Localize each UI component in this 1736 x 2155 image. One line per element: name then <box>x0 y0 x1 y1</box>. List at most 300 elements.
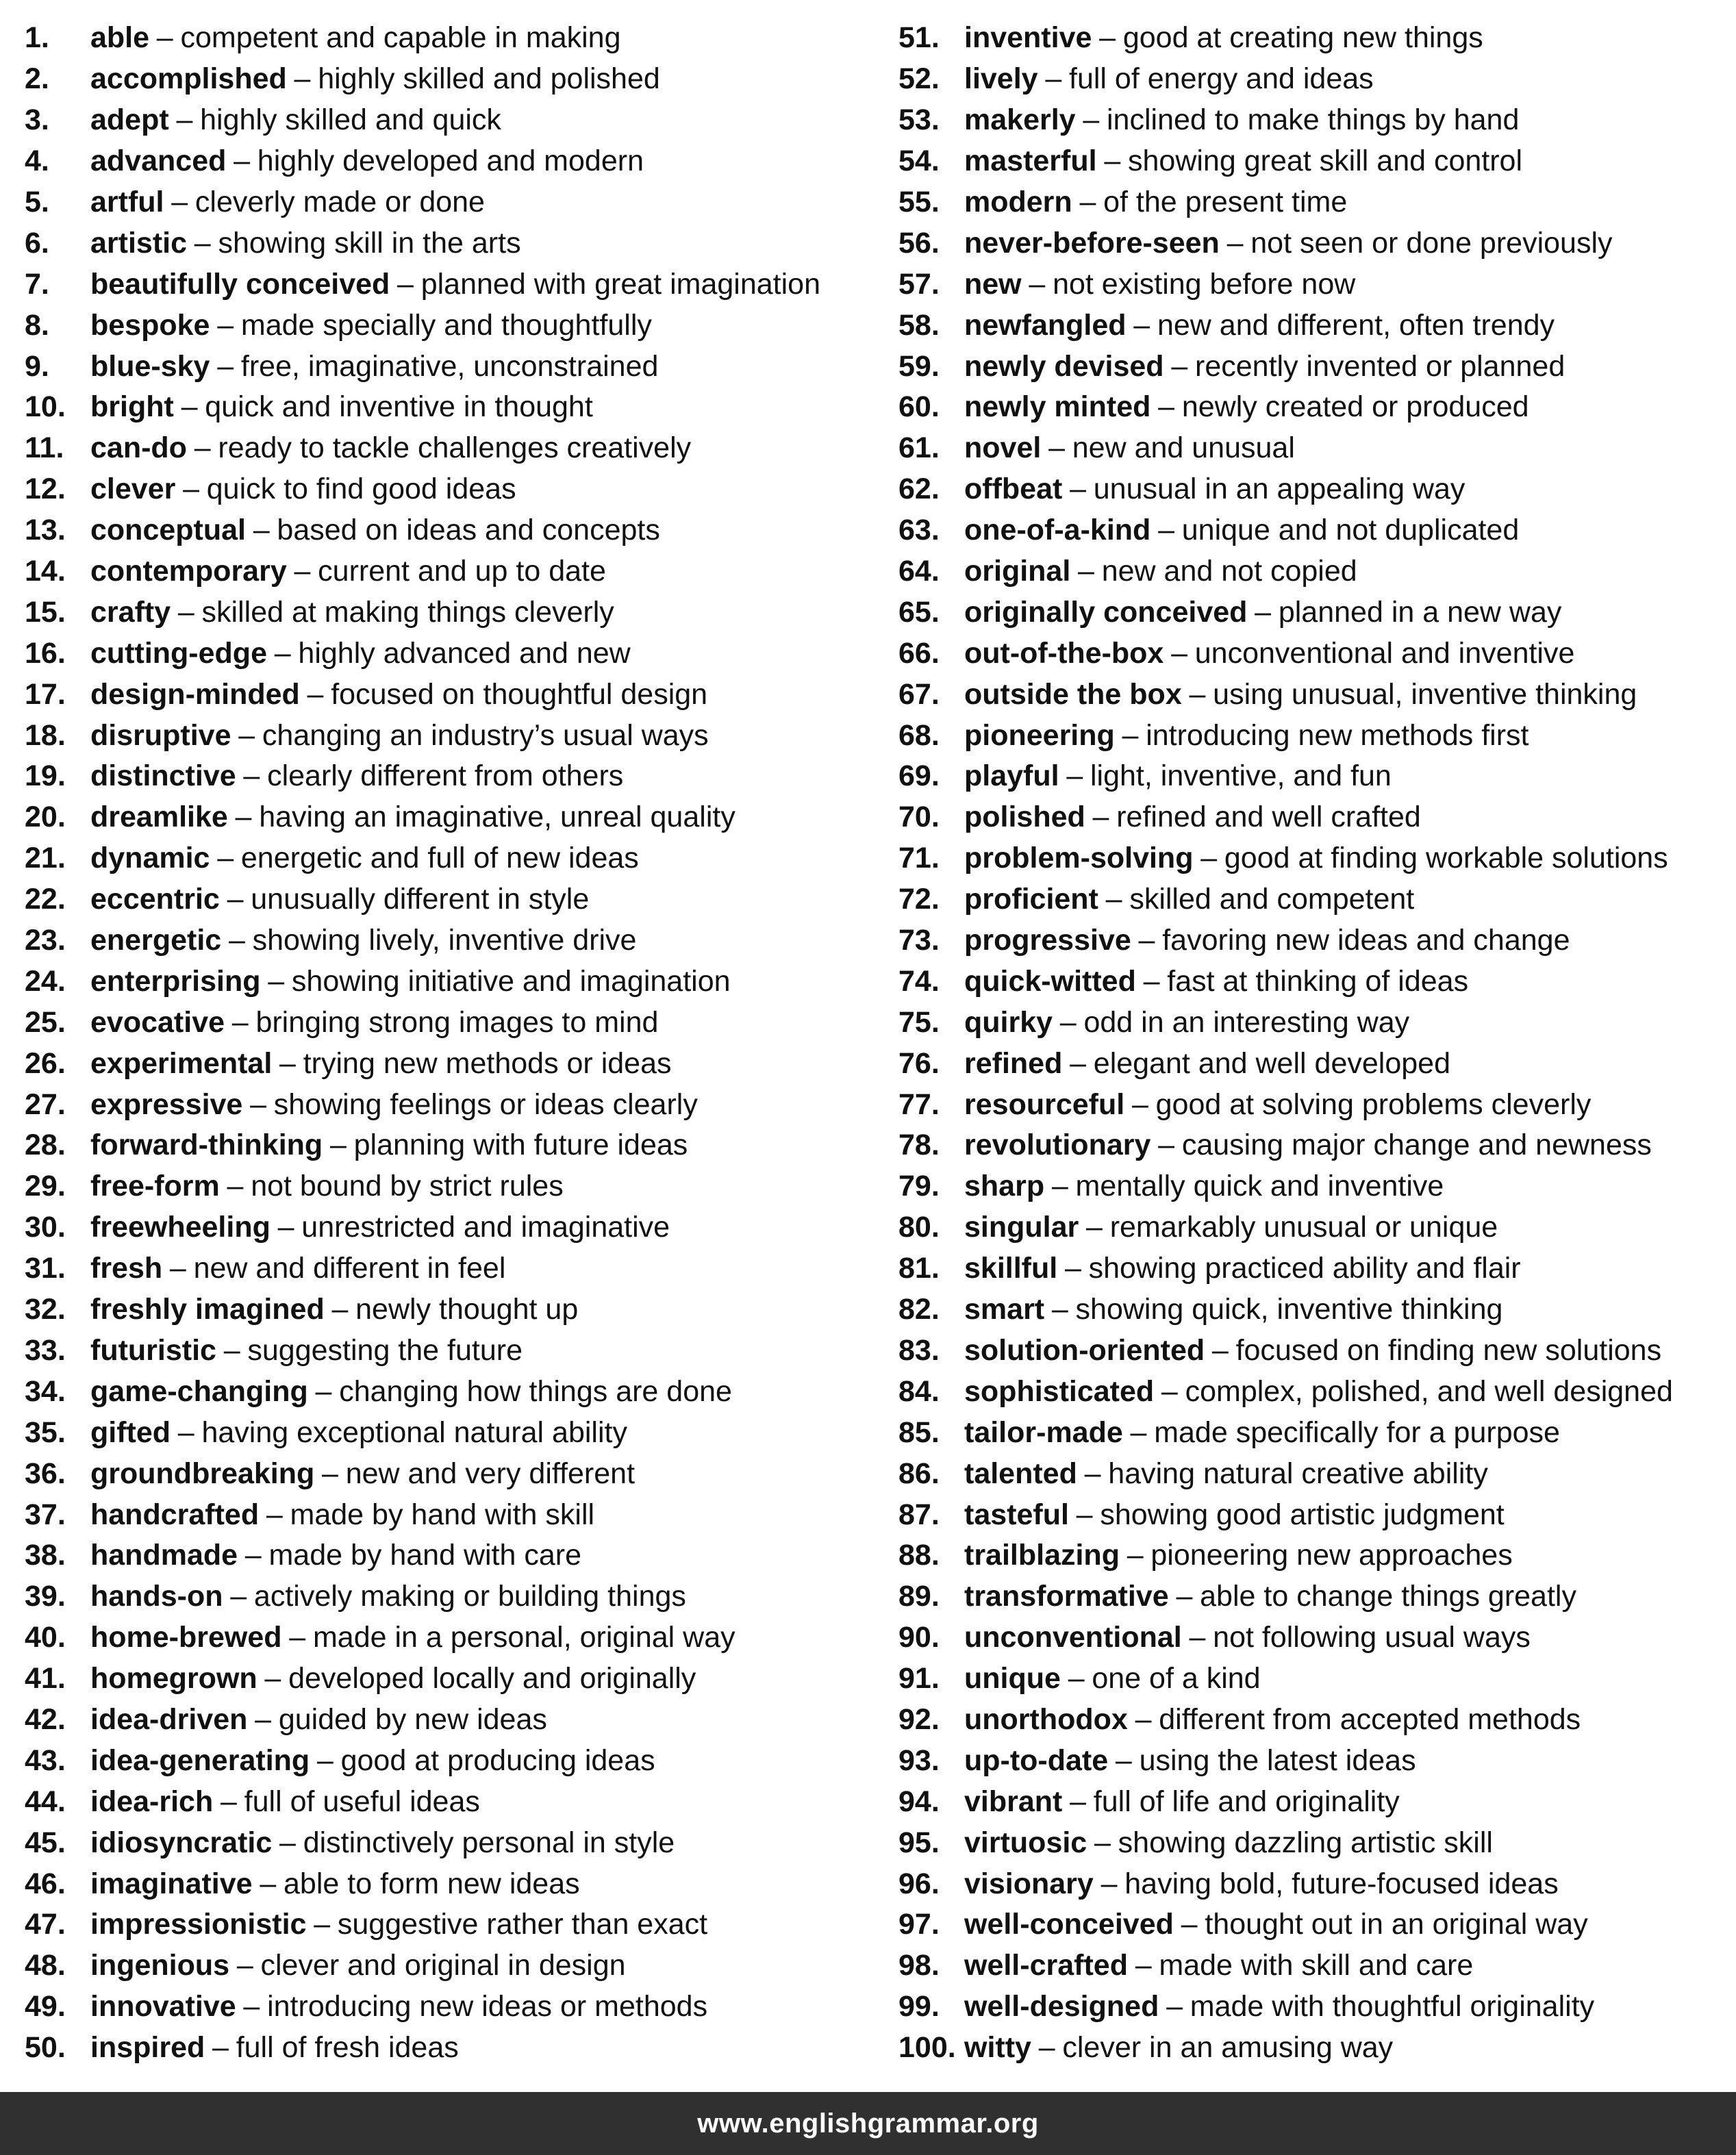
item-number: 38. <box>25 1539 66 1572</box>
item-number: 40. <box>25 1621 66 1654</box>
item-separator: – <box>1083 103 1100 137</box>
item-definition: refined and well crafted <box>1116 801 1421 834</box>
list-item <box>898 18 1727 59</box>
item-definition: not existing before now <box>1053 267 1356 301</box>
item-word: blue-sky <box>90 349 210 383</box>
list-item <box>25 838 888 879</box>
item-number: 91. <box>898 1662 940 1696</box>
item-number: 76. <box>898 1046 940 1080</box>
list-item <box>898 1945 1727 1987</box>
item-separator: – <box>227 1170 244 1203</box>
item-definition: full of energy and ideas <box>1069 62 1374 96</box>
item-number: 10. <box>25 390 66 424</box>
item-word: well-crafted <box>964 1949 1128 1982</box>
list-item <box>898 305 1727 346</box>
list-item <box>25 59 888 100</box>
item-number: 15. <box>25 595 66 629</box>
item-number: 72. <box>898 883 940 916</box>
item-definition: inclined to make things by hand <box>1107 103 1520 137</box>
footer-bar <box>0 2092 1736 2155</box>
item-word: resourceful <box>964 1087 1125 1121</box>
item-word: lively <box>964 62 1038 96</box>
item-definition: unique and not duplicated <box>1181 514 1520 547</box>
item-definition: good at creating new things <box>1122 21 1483 55</box>
item-definition: highly advanced and new <box>298 636 631 670</box>
item-definition: good at finding workable solutions <box>1224 842 1668 875</box>
item-definition: showing practiced ability and flair <box>1088 1252 1521 1285</box>
item-separator: – <box>227 883 244 916</box>
list-item <box>25 18 888 59</box>
item-number: 97. <box>898 1908 940 1941</box>
item-number: 20. <box>25 801 66 834</box>
item-definition: showing dazzling artistic skill <box>1118 1826 1493 1859</box>
item-word: tailor-made <box>964 1415 1123 1449</box>
item-separator: – <box>397 267 414 301</box>
item-separator: – <box>1064 1252 1081 1285</box>
item-definition: bringing strong images to mind <box>255 1005 659 1039</box>
item-separator: – <box>1070 1046 1087 1080</box>
item-word: unconventional <box>964 1621 1182 1654</box>
item-word: idea-rich <box>90 1785 214 1818</box>
item-definition: of the present time <box>1103 186 1348 218</box>
item-word: innovative <box>90 1990 236 2024</box>
item-separator: – <box>228 924 245 957</box>
item-word: polished <box>964 801 1085 834</box>
item-word: design-minded <box>90 677 300 711</box>
item-word: bright <box>90 390 174 424</box>
item-number: 33. <box>25 1333 66 1367</box>
item-definition: distinctively personal in style <box>303 1826 675 1859</box>
item-word: originally conceived <box>964 595 1248 629</box>
item-definition: new and different in feel <box>193 1252 506 1285</box>
item-separator: – <box>1092 801 1109 834</box>
item-word: singular <box>964 1211 1079 1244</box>
item-definition: showing good artistic judgment <box>1100 1498 1505 1531</box>
item-definition: thought out in an original way <box>1205 1908 1588 1941</box>
item-definition: newly thought up <box>355 1293 579 1326</box>
list-item <box>898 182 1727 223</box>
item-word: makerly <box>964 103 1076 137</box>
item-separator: – <box>217 842 234 875</box>
item-separator: – <box>279 1046 296 1080</box>
item-number: 49. <box>25 1990 66 2024</box>
item-separator: – <box>236 1949 253 1982</box>
list-item <box>25 715 888 756</box>
item-definition: clever in an amusing way <box>1062 2031 1394 2065</box>
item-separator: – <box>244 1539 262 1572</box>
item-definition: new and different, often trendy <box>1157 308 1555 342</box>
list-item <box>898 715 1727 756</box>
item-separator: – <box>277 1211 294 1244</box>
list-item <box>898 1125 1727 1166</box>
item-definition: showing initiative and imagination <box>291 964 731 998</box>
list-item <box>25 1700 888 1741</box>
item-definition: energetic and full of new ideas <box>240 842 639 875</box>
list-item <box>898 1822 1727 1863</box>
item-word: eccentric <box>90 883 220 916</box>
item-number: 11. <box>25 431 64 465</box>
item-separator: – <box>1051 1293 1068 1326</box>
item-definition: unrestricted and imaginative <box>301 1211 670 1244</box>
item-number: 39. <box>25 1580 66 1613</box>
list-item <box>25 1084 888 1125</box>
list-item <box>898 346 1727 387</box>
item-number: 19. <box>25 759 66 793</box>
item-number: 82. <box>898 1293 940 1326</box>
item-separator: – <box>331 1293 349 1326</box>
item-word: out-of-the-box <box>964 636 1164 670</box>
item-separator: – <box>1048 431 1065 465</box>
item-definition: clearly different from others <box>267 759 624 793</box>
item-number: 8. <box>25 308 49 342</box>
item-separator: – <box>1158 514 1174 547</box>
item-definition: ready to tackle challenges creatively <box>218 431 692 465</box>
item-word: energetic <box>90 924 222 957</box>
list-item <box>25 346 888 387</box>
item-separator: – <box>171 186 188 218</box>
item-number: 84. <box>898 1374 940 1408</box>
list-item <box>25 182 888 223</box>
item-definition: using unusual, inventive thinking <box>1213 677 1637 711</box>
item-definition: introducing new methods first <box>1146 718 1529 752</box>
item-word: newfangled <box>964 308 1127 342</box>
item-number: 1. <box>25 21 49 55</box>
item-word: pioneering <box>964 718 1115 752</box>
item-word: inventive <box>964 21 1092 55</box>
item-separator: – <box>1176 1580 1193 1613</box>
item-word: artistic <box>90 226 188 260</box>
item-number: 98. <box>898 1949 940 1982</box>
item-word: newly minted <box>964 390 1151 424</box>
list-item <box>898 510 1727 551</box>
list-item <box>898 1904 1727 1945</box>
item-number: 87. <box>898 1498 940 1531</box>
item-definition: new and unusual <box>1072 431 1295 465</box>
item-number: 31. <box>25 1252 66 1285</box>
item-separator: – <box>1045 62 1062 96</box>
item-number: 14. <box>25 555 66 588</box>
item-word: witty <box>964 2031 1031 2065</box>
item-definition: odd in an interesting way <box>1083 1005 1410 1039</box>
list-item <box>25 1453 888 1494</box>
item-word: artful <box>90 186 164 218</box>
item-separator: – <box>234 144 251 178</box>
item-number: 5. <box>25 186 49 218</box>
item-number: 6. <box>25 226 49 260</box>
item-separator: – <box>1086 1211 1103 1244</box>
list-item <box>898 1576 1727 1617</box>
item-word: futuristic <box>90 1333 216 1367</box>
item-word: unique <box>964 1662 1061 1696</box>
item-definition: showing quick, inventive thinking <box>1075 1293 1503 1326</box>
item-separator: – <box>322 1457 338 1490</box>
item-definition: unconventional and inventive <box>1194 636 1575 670</box>
item-word: beautifully conceived <box>90 267 390 301</box>
list-item <box>898 551 1727 592</box>
right-word-list <box>898 18 1727 2069</box>
list-item <box>25 1863 888 1904</box>
item-word: proficient <box>964 883 1098 916</box>
item-number: 48. <box>25 1949 66 1982</box>
item-definition: full of life and originality <box>1093 1785 1400 1818</box>
item-definition: made specially and thoughtfully <box>240 308 652 342</box>
item-number: 30. <box>25 1211 66 1244</box>
item-number: 51. <box>898 21 940 55</box>
item-word: freshly imagined <box>90 1293 325 1326</box>
item-number: 95. <box>898 1826 940 1859</box>
item-number: 46. <box>25 1867 66 1900</box>
item-separator: – <box>169 1252 186 1285</box>
item-word: free-form <box>90 1170 220 1203</box>
item-separator: – <box>217 308 234 342</box>
list-item <box>25 756 888 797</box>
item-separator: – <box>1143 964 1160 998</box>
list-item <box>25 469 888 510</box>
item-number: 22. <box>25 883 66 916</box>
list-item <box>898 1084 1727 1125</box>
item-separator: – <box>307 677 324 711</box>
item-separator: – <box>1166 1990 1183 2024</box>
item-separator: – <box>1068 1662 1085 1696</box>
item-definition: made by hand with skill <box>290 1498 595 1531</box>
item-word: novel <box>964 431 1042 465</box>
item-word: well-conceived <box>964 1908 1174 1941</box>
list-item <box>25 141 888 182</box>
item-definition: focused on thoughtful design <box>331 677 708 711</box>
item-word: enterprising <box>90 964 261 998</box>
item-number: 85. <box>898 1415 940 1449</box>
item-number: 55. <box>898 186 940 218</box>
item-word: original <box>964 555 1071 588</box>
item-word: bespoke <box>90 308 210 342</box>
list-item <box>25 1904 888 1945</box>
item-separator: – <box>1158 390 1175 424</box>
list-item <box>25 1494 888 1535</box>
item-word: gifted <box>90 1415 171 1449</box>
item-definition: showing feelings or ideas clearly <box>273 1087 698 1121</box>
item-separator: – <box>1189 677 1206 711</box>
item-definition: complex, polished, and well designed <box>1185 1374 1673 1408</box>
item-separator: – <box>176 103 193 137</box>
list-item <box>898 1248 1727 1289</box>
item-definition: showing skill in the arts <box>218 226 521 260</box>
item-definition: highly skilled and polished <box>318 62 660 96</box>
list-item <box>898 100 1727 141</box>
item-definition: made with skill and care <box>1159 1949 1474 1982</box>
item-definition: highly skilled and quick <box>200 103 501 137</box>
item-definition: light, inventive, and fun <box>1090 759 1392 793</box>
item-word: trailblazing <box>964 1539 1120 1572</box>
item-definition: having natural creative ability <box>1108 1457 1488 1490</box>
item-number: 56. <box>898 226 940 260</box>
item-number: 44. <box>25 1785 66 1818</box>
list-item <box>898 2028 1727 2069</box>
item-definition: elegant and well developed <box>1093 1046 1450 1080</box>
list-item <box>25 879 888 920</box>
item-word: tasteful <box>964 1498 1069 1531</box>
list-item <box>25 1659 888 1700</box>
item-number: 24. <box>25 964 66 998</box>
list-item <box>25 387 888 428</box>
item-word: playful <box>964 759 1059 793</box>
item-word: homegrown <box>90 1662 257 1696</box>
list-item <box>25 2028 888 2069</box>
item-number: 73. <box>898 924 940 957</box>
list-item <box>898 633 1727 674</box>
item-separator: – <box>177 1415 194 1449</box>
item-definition: quick and inventive in thought <box>205 390 593 424</box>
item-word: crafty <box>90 595 171 629</box>
item-number: 42. <box>25 1702 66 1736</box>
item-definition: actively making or building things <box>253 1580 686 1613</box>
item-separator: – <box>1094 1826 1111 1859</box>
item-definition: quick to find good ideas <box>206 472 516 506</box>
item-word: solution-oriented <box>964 1333 1205 1367</box>
item-definition: favoring new ideas and change <box>1162 924 1570 957</box>
item-word: ingenious <box>90 1949 230 1982</box>
item-number: 28. <box>25 1129 66 1162</box>
item-separator: – <box>1038 2031 1055 2065</box>
item-number: 32. <box>25 1293 66 1326</box>
item-definition: full of useful ideas <box>244 1785 480 1818</box>
item-separator: – <box>255 1702 272 1736</box>
item-separator: – <box>294 62 311 96</box>
list-item <box>898 1535 1727 1576</box>
item-definition: planned in a new way <box>1278 595 1562 629</box>
item-word: quick-witted <box>964 964 1136 998</box>
item-number: 71. <box>898 842 940 875</box>
item-definition: suggesting the future <box>247 1333 523 1367</box>
list-item <box>25 1987 888 2028</box>
item-separator: – <box>1070 472 1086 506</box>
item-number: 86. <box>898 1457 940 1490</box>
item-number: 27. <box>25 1087 66 1121</box>
list-item <box>25 1781 888 1822</box>
item-number: 58. <box>898 308 940 342</box>
item-number: 25. <box>25 1005 66 1039</box>
list-item <box>898 838 1727 879</box>
item-separator: – <box>289 1621 306 1654</box>
list-item <box>25 797 888 838</box>
item-number: 4. <box>25 144 49 178</box>
item-number: 60. <box>898 390 940 424</box>
item-separator: – <box>1076 1498 1093 1531</box>
item-definition: having an imaginative, unreal quality <box>259 801 735 834</box>
item-separator: – <box>268 964 285 998</box>
item-separator: – <box>1115 1743 1132 1777</box>
item-separator: – <box>266 1498 283 1531</box>
item-word: handcrafted <box>90 1498 260 1531</box>
item-definition: suggestive rather than exact <box>337 1908 708 1941</box>
item-definition: not seen or done previously <box>1250 226 1613 260</box>
item-number: 93. <box>898 1743 940 1777</box>
list-item <box>898 1740 1727 1781</box>
item-definition: made with thoughtful originality <box>1190 1990 1595 2024</box>
item-number: 69. <box>898 759 940 793</box>
item-number: 35. <box>25 1415 66 1449</box>
item-definition: trying new methods or ideas <box>303 1046 672 1080</box>
item-number: 41. <box>25 1662 66 1696</box>
item-word: virtuosic <box>964 1826 1087 1859</box>
item-definition: unusual in an appealing way <box>1093 472 1465 506</box>
item-word: problem-solving <box>964 842 1194 875</box>
item-word: idiosyncratic <box>90 1826 273 1859</box>
item-number: 45. <box>25 1826 66 1859</box>
item-separator: – <box>1051 1170 1068 1203</box>
item-word: quirky <box>964 1005 1053 1039</box>
item-word: visionary <box>964 1867 1094 1900</box>
item-separator: – <box>235 801 252 834</box>
item-word: distinctive <box>90 759 236 793</box>
item-number: 77. <box>898 1087 940 1121</box>
item-separator: – <box>260 1867 277 1900</box>
item-definition: current and up to date <box>318 555 606 588</box>
item-separator: – <box>294 555 311 588</box>
item-separator: – <box>1100 1867 1118 1900</box>
list-item <box>898 1494 1727 1535</box>
item-number: 61. <box>898 431 940 465</box>
list-item <box>25 1002 888 1043</box>
list-item <box>898 428 1727 469</box>
item-definition: full of fresh ideas <box>236 2031 459 2065</box>
item-definition: fast at thinking of ideas <box>1167 964 1469 998</box>
item-word: offbeat <box>964 472 1063 506</box>
list-item <box>898 264 1727 305</box>
item-separator: – <box>1161 1374 1178 1408</box>
item-definition: having bold, future-focused ideas <box>1124 1867 1559 1900</box>
list-item <box>25 961 888 1002</box>
item-separator: – <box>1070 1785 1087 1818</box>
item-separator: – <box>1029 267 1046 301</box>
item-number: 36. <box>25 1457 66 1490</box>
list-item <box>25 1822 888 1863</box>
item-separator: – <box>194 431 211 465</box>
item-definition: newly created or produced <box>1181 390 1529 424</box>
item-number: 74. <box>898 964 940 998</box>
item-separator: – <box>1171 349 1188 383</box>
item-definition: having exceptional natural ability <box>201 1415 627 1449</box>
item-number: 57. <box>898 267 940 301</box>
list-item <box>898 1700 1727 1741</box>
item-word: contemporary <box>90 555 287 588</box>
item-word: outside the box <box>964 677 1182 711</box>
item-separator: – <box>1127 1539 1144 1572</box>
item-word: smart <box>964 1293 1045 1326</box>
list-item <box>25 1166 888 1207</box>
list-item <box>25 1371 888 1412</box>
item-separator: – <box>181 390 198 424</box>
list-item <box>25 920 888 961</box>
item-definition: not bound by strict rules <box>251 1170 564 1203</box>
item-word: up-to-date <box>964 1743 1109 1777</box>
item-separator: – <box>238 718 255 752</box>
list-item <box>898 1453 1727 1494</box>
item-definition: changing how things are done <box>339 1374 732 1408</box>
item-number: 75. <box>898 1005 940 1039</box>
item-number: 63. <box>898 514 940 547</box>
list-item <box>898 1002 1727 1043</box>
item-word: adept <box>90 103 169 137</box>
item-separator: – <box>279 1826 296 1859</box>
item-number: 83. <box>898 1333 940 1367</box>
item-number: 66. <box>898 636 940 670</box>
list-item <box>25 223 888 264</box>
item-separator: – <box>1099 21 1116 55</box>
item-separator: – <box>1211 1333 1229 1367</box>
list-item <box>25 305 888 346</box>
item-separator: – <box>314 1908 331 1941</box>
item-definition: planned with great imagination <box>420 267 820 301</box>
